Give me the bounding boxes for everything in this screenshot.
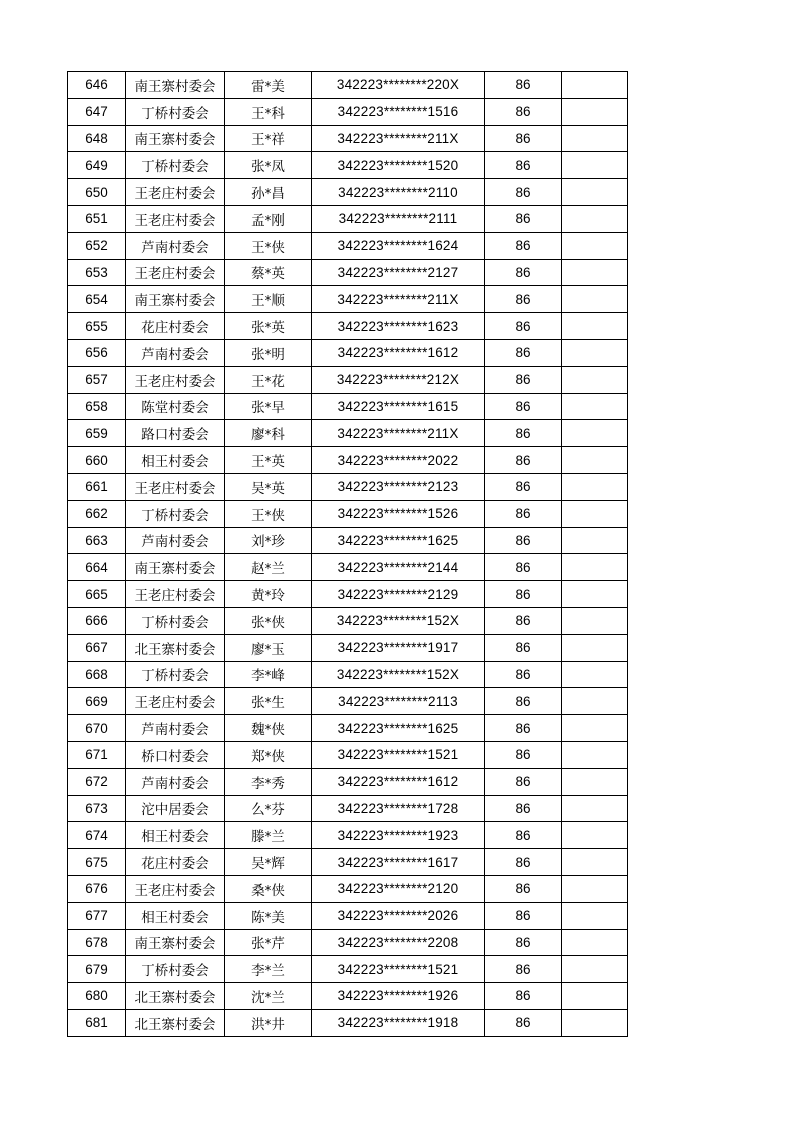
score-cell: 86 xyxy=(485,500,562,527)
row-number-cell: 662 xyxy=(68,500,126,527)
village-committee-cell: 芦南村委会 xyxy=(126,339,225,366)
person-name-cell: 张*生 xyxy=(225,688,312,715)
score-cell: 86 xyxy=(485,661,562,688)
note-cell xyxy=(562,795,628,822)
village-committee-cell: 南王寨村委会 xyxy=(126,929,225,956)
table-row xyxy=(68,902,628,929)
row-number-cell: 660 xyxy=(68,447,126,474)
village-committee-cell: 桥口村委会 xyxy=(126,741,225,768)
records-body xyxy=(68,72,628,1037)
row-number-cell: 669 xyxy=(68,688,126,715)
village-committee-cell: 芦南村委会 xyxy=(126,527,225,554)
note-cell xyxy=(562,983,628,1010)
note-cell xyxy=(562,527,628,554)
village-committee-cell: 北王寨村委会 xyxy=(126,634,225,661)
village-committee-cell: 王老庄村委会 xyxy=(126,581,225,608)
note-cell xyxy=(562,661,628,688)
id-number-cell: 342223********2111 xyxy=(312,205,485,232)
row-number-cell: 678 xyxy=(68,929,126,956)
person-name-cell: 李*峰 xyxy=(225,661,312,688)
row-number-cell: 680 xyxy=(68,983,126,1010)
id-number-cell: 342223********1520 xyxy=(312,152,485,179)
table-row xyxy=(68,152,628,179)
note-cell xyxy=(562,98,628,125)
village-committee-cell: 南王寨村委会 xyxy=(126,125,225,152)
person-name-cell: 郑*侠 xyxy=(225,741,312,768)
village-committee-cell: 南王寨村委会 xyxy=(126,554,225,581)
table-row xyxy=(68,688,628,715)
score-cell: 86 xyxy=(485,72,562,99)
note-cell xyxy=(562,473,628,500)
table-row xyxy=(68,795,628,822)
note-cell xyxy=(562,259,628,286)
score-cell: 86 xyxy=(485,527,562,554)
score-cell: 86 xyxy=(485,152,562,179)
score-cell: 86 xyxy=(485,554,562,581)
person-name-cell: 黄*玲 xyxy=(225,581,312,608)
table-row xyxy=(68,98,628,125)
score-cell: 86 xyxy=(485,98,562,125)
village-committee-cell: 丁桥村委会 xyxy=(126,956,225,983)
note-cell xyxy=(562,768,628,795)
score-cell: 86 xyxy=(485,768,562,795)
note-cell xyxy=(562,929,628,956)
row-number-cell: 681 xyxy=(68,1009,126,1036)
note-cell xyxy=(562,286,628,313)
score-cell: 86 xyxy=(485,420,562,447)
person-name-cell: 孙*昌 xyxy=(225,179,312,206)
table-row xyxy=(68,983,628,1010)
table-row xyxy=(68,581,628,608)
note-cell xyxy=(562,715,628,742)
village-committee-cell: 王老庄村委会 xyxy=(126,875,225,902)
table-row xyxy=(68,607,628,634)
note-cell xyxy=(562,420,628,447)
table-row xyxy=(68,1009,628,1036)
id-number-cell: 342223********1923 xyxy=(312,822,485,849)
id-number-cell: 342223********2208 xyxy=(312,929,485,956)
person-name-cell: 廖*科 xyxy=(225,420,312,447)
score-cell: 86 xyxy=(485,929,562,956)
id-number-cell: 342223********211X xyxy=(312,125,485,152)
village-committee-cell: 丁桥村委会 xyxy=(126,500,225,527)
note-cell xyxy=(562,72,628,99)
id-number-cell: 342223********1521 xyxy=(312,956,485,983)
table-row xyxy=(68,125,628,152)
id-number-cell: 342223********2022 xyxy=(312,447,485,474)
row-number-cell: 652 xyxy=(68,232,126,259)
table-row xyxy=(68,554,628,581)
table-row xyxy=(68,741,628,768)
person-name-cell: 张*英 xyxy=(225,313,312,340)
table-row xyxy=(68,500,628,527)
id-number-cell: 342223********152X xyxy=(312,661,485,688)
score-cell: 86 xyxy=(485,286,562,313)
table-row xyxy=(68,232,628,259)
village-committee-cell: 王老庄村委会 xyxy=(126,688,225,715)
table-row xyxy=(68,420,628,447)
score-cell: 86 xyxy=(485,875,562,902)
person-name-cell: 张*早 xyxy=(225,393,312,420)
row-number-cell: 656 xyxy=(68,339,126,366)
id-number-cell: 342223********2144 xyxy=(312,554,485,581)
table-row xyxy=(68,768,628,795)
table-row xyxy=(68,205,628,232)
person-name-cell: 张*芹 xyxy=(225,929,312,956)
score-cell: 86 xyxy=(485,393,562,420)
note-cell xyxy=(562,849,628,876)
row-number-cell: 665 xyxy=(68,581,126,608)
row-number-cell: 653 xyxy=(68,259,126,286)
person-name-cell: 张*侠 xyxy=(225,607,312,634)
person-name-cell: 孟*刚 xyxy=(225,205,312,232)
row-number-cell: 668 xyxy=(68,661,126,688)
id-number-cell: 342223********212X xyxy=(312,366,485,393)
score-cell: 86 xyxy=(485,607,562,634)
table-row xyxy=(68,715,628,742)
note-cell xyxy=(562,741,628,768)
village-committee-cell: 北王寨村委会 xyxy=(126,1009,225,1036)
row-number-cell: 675 xyxy=(68,849,126,876)
table-row xyxy=(68,447,628,474)
id-number-cell: 342223********1516 xyxy=(312,98,485,125)
person-name-cell: 王*花 xyxy=(225,366,312,393)
id-number-cell: 342223********211X xyxy=(312,420,485,447)
score-cell: 86 xyxy=(485,313,562,340)
score-cell: 86 xyxy=(485,232,562,259)
table-row xyxy=(68,875,628,902)
table-row xyxy=(68,929,628,956)
score-cell: 86 xyxy=(485,179,562,206)
score-cell: 86 xyxy=(485,581,562,608)
row-number-cell: 674 xyxy=(68,822,126,849)
id-number-cell: 342223********1612 xyxy=(312,768,485,795)
id-number-cell: 342223********1623 xyxy=(312,313,485,340)
note-cell xyxy=(562,179,628,206)
score-cell: 86 xyxy=(485,634,562,661)
note-cell xyxy=(562,205,628,232)
note-cell xyxy=(562,875,628,902)
village-committee-cell: 相王村委会 xyxy=(126,902,225,929)
score-cell: 86 xyxy=(485,849,562,876)
note-cell xyxy=(562,500,628,527)
table-row xyxy=(68,473,628,500)
id-number-cell: 342223********152X xyxy=(312,607,485,634)
note-cell xyxy=(562,688,628,715)
note-cell xyxy=(562,956,628,983)
village-committee-cell: 南王寨村委会 xyxy=(126,286,225,313)
note-cell xyxy=(562,339,628,366)
id-number-cell: 342223********1521 xyxy=(312,741,485,768)
score-cell: 86 xyxy=(485,366,562,393)
table-row xyxy=(68,661,628,688)
person-name-cell: 吴*辉 xyxy=(225,849,312,876)
person-name-cell: 桑*侠 xyxy=(225,875,312,902)
person-name-cell: 蔡*英 xyxy=(225,259,312,286)
person-name-cell: 李*秀 xyxy=(225,768,312,795)
note-cell xyxy=(562,581,628,608)
row-number-cell: 667 xyxy=(68,634,126,661)
score-cell: 86 xyxy=(485,447,562,474)
id-number-cell: 342223********1615 xyxy=(312,393,485,420)
row-number-cell: 666 xyxy=(68,607,126,634)
village-committee-cell: 王老庄村委会 xyxy=(126,366,225,393)
person-name-cell: 廖*玉 xyxy=(225,634,312,661)
village-committee-cell: 陈堂村委会 xyxy=(126,393,225,420)
note-cell xyxy=(562,232,628,259)
row-number-cell: 647 xyxy=(68,98,126,125)
id-number-cell: 342223********2123 xyxy=(312,473,485,500)
village-committee-cell: 南王寨村委会 xyxy=(126,72,225,99)
records-table xyxy=(67,71,628,1037)
village-committee-cell: 芦南村委会 xyxy=(126,232,225,259)
village-committee-cell: 王老庄村委会 xyxy=(126,259,225,286)
person-name-cell: 张*凤 xyxy=(225,152,312,179)
row-number-cell: 651 xyxy=(68,205,126,232)
row-number-cell: 659 xyxy=(68,420,126,447)
row-number-cell: 679 xyxy=(68,956,126,983)
id-number-cell: 342223********220X xyxy=(312,72,485,99)
table-row xyxy=(68,366,628,393)
person-name-cell: 张*明 xyxy=(225,339,312,366)
row-number-cell: 646 xyxy=(68,72,126,99)
note-cell xyxy=(562,366,628,393)
village-committee-cell: 相王村委会 xyxy=(126,447,225,474)
person-name-cell: 王*祥 xyxy=(225,125,312,152)
score-cell: 86 xyxy=(485,473,562,500)
score-cell: 86 xyxy=(485,956,562,983)
note-cell xyxy=(562,634,628,661)
score-cell: 86 xyxy=(485,1009,562,1036)
row-number-cell: 670 xyxy=(68,715,126,742)
score-cell: 86 xyxy=(485,688,562,715)
score-cell: 86 xyxy=(485,795,562,822)
person-name-cell: 赵*兰 xyxy=(225,554,312,581)
village-committee-cell: 相王村委会 xyxy=(126,822,225,849)
score-cell: 86 xyxy=(485,125,562,152)
person-name-cell: 陈*美 xyxy=(225,902,312,929)
id-number-cell: 342223********2129 xyxy=(312,581,485,608)
table-row xyxy=(68,956,628,983)
note-cell xyxy=(562,152,628,179)
id-number-cell: 342223********1617 xyxy=(312,849,485,876)
row-number-cell: 648 xyxy=(68,125,126,152)
table-row xyxy=(68,286,628,313)
note-cell xyxy=(562,447,628,474)
table-row xyxy=(68,634,628,661)
row-number-cell: 649 xyxy=(68,152,126,179)
score-cell: 86 xyxy=(485,205,562,232)
id-number-cell: 342223********1612 xyxy=(312,339,485,366)
row-number-cell: 655 xyxy=(68,313,126,340)
person-name-cell: 王*顺 xyxy=(225,286,312,313)
row-number-cell: 664 xyxy=(68,554,126,581)
note-cell xyxy=(562,554,628,581)
row-number-cell: 663 xyxy=(68,527,126,554)
village-committee-cell: 花庄村委会 xyxy=(126,313,225,340)
id-number-cell: 342223********1917 xyxy=(312,634,485,661)
score-cell: 86 xyxy=(485,259,562,286)
row-number-cell: 672 xyxy=(68,768,126,795)
note-cell xyxy=(562,902,628,929)
row-number-cell: 673 xyxy=(68,795,126,822)
person-name-cell: 么*芬 xyxy=(225,795,312,822)
id-number-cell: 342223********1624 xyxy=(312,232,485,259)
row-number-cell: 657 xyxy=(68,366,126,393)
village-committee-cell: 王老庄村委会 xyxy=(126,179,225,206)
table-row xyxy=(68,313,628,340)
village-committee-cell: 丁桥村委会 xyxy=(126,607,225,634)
row-number-cell: 671 xyxy=(68,741,126,768)
score-cell: 86 xyxy=(485,715,562,742)
id-number-cell: 342223********1625 xyxy=(312,527,485,554)
id-number-cell: 342223********211X xyxy=(312,286,485,313)
row-number-cell: 658 xyxy=(68,393,126,420)
table-row xyxy=(68,849,628,876)
person-name-cell: 滕*兰 xyxy=(225,822,312,849)
score-cell: 86 xyxy=(485,902,562,929)
score-cell: 86 xyxy=(485,822,562,849)
person-name-cell: 吴*英 xyxy=(225,473,312,500)
row-number-cell: 676 xyxy=(68,875,126,902)
note-cell xyxy=(562,125,628,152)
person-name-cell: 刘*珍 xyxy=(225,527,312,554)
person-name-cell: 魏*侠 xyxy=(225,715,312,742)
note-cell xyxy=(562,822,628,849)
id-number-cell: 342223********1728 xyxy=(312,795,485,822)
village-committee-cell: 北王寨村委会 xyxy=(126,983,225,1010)
village-committee-cell: 王老庄村委会 xyxy=(126,205,225,232)
village-committee-cell: 芦南村委会 xyxy=(126,715,225,742)
village-committee-cell: 丁桥村委会 xyxy=(126,661,225,688)
table-row xyxy=(68,259,628,286)
table-row xyxy=(68,822,628,849)
village-committee-cell: 路口村委会 xyxy=(126,420,225,447)
score-cell: 86 xyxy=(485,741,562,768)
person-name-cell: 洪*井 xyxy=(225,1009,312,1036)
person-name-cell: 王*侠 xyxy=(225,500,312,527)
table-row xyxy=(68,72,628,99)
person-name-cell: 李*兰 xyxy=(225,956,312,983)
table-row xyxy=(68,179,628,206)
note-cell xyxy=(562,393,628,420)
table-row xyxy=(68,339,628,366)
village-committee-cell: 王老庄村委会 xyxy=(126,473,225,500)
id-number-cell: 342223********1625 xyxy=(312,715,485,742)
id-number-cell: 342223********1526 xyxy=(312,500,485,527)
id-number-cell: 342223********1918 xyxy=(312,1009,485,1036)
row-number-cell: 654 xyxy=(68,286,126,313)
score-cell: 86 xyxy=(485,339,562,366)
id-number-cell: 342223********2127 xyxy=(312,259,485,286)
id-number-cell: 342223********2113 xyxy=(312,688,485,715)
person-name-cell: 王*英 xyxy=(225,447,312,474)
person-name-cell: 雷*美 xyxy=(225,72,312,99)
village-committee-cell: 丁桥村委会 xyxy=(126,152,225,179)
id-number-cell: 342223********2120 xyxy=(312,875,485,902)
village-committee-cell: 芦南村委会 xyxy=(126,768,225,795)
row-number-cell: 677 xyxy=(68,902,126,929)
row-number-cell: 661 xyxy=(68,473,126,500)
row-number-cell: 650 xyxy=(68,179,126,206)
id-number-cell: 342223********1926 xyxy=(312,983,485,1010)
id-number-cell: 342223********2110 xyxy=(312,179,485,206)
person-name-cell: 王*侠 xyxy=(225,232,312,259)
village-committee-cell: 花庄村委会 xyxy=(126,849,225,876)
note-cell xyxy=(562,607,628,634)
village-committee-cell: 丁桥村委会 xyxy=(126,98,225,125)
score-cell: 86 xyxy=(485,983,562,1010)
table-row xyxy=(68,393,628,420)
note-cell xyxy=(562,1009,628,1036)
person-name-cell: 王*科 xyxy=(225,98,312,125)
table-row xyxy=(68,527,628,554)
person-name-cell: 沈*兰 xyxy=(225,983,312,1010)
note-cell xyxy=(562,313,628,340)
id-number-cell: 342223********2026 xyxy=(312,902,485,929)
village-committee-cell: 沱中居委会 xyxy=(126,795,225,822)
